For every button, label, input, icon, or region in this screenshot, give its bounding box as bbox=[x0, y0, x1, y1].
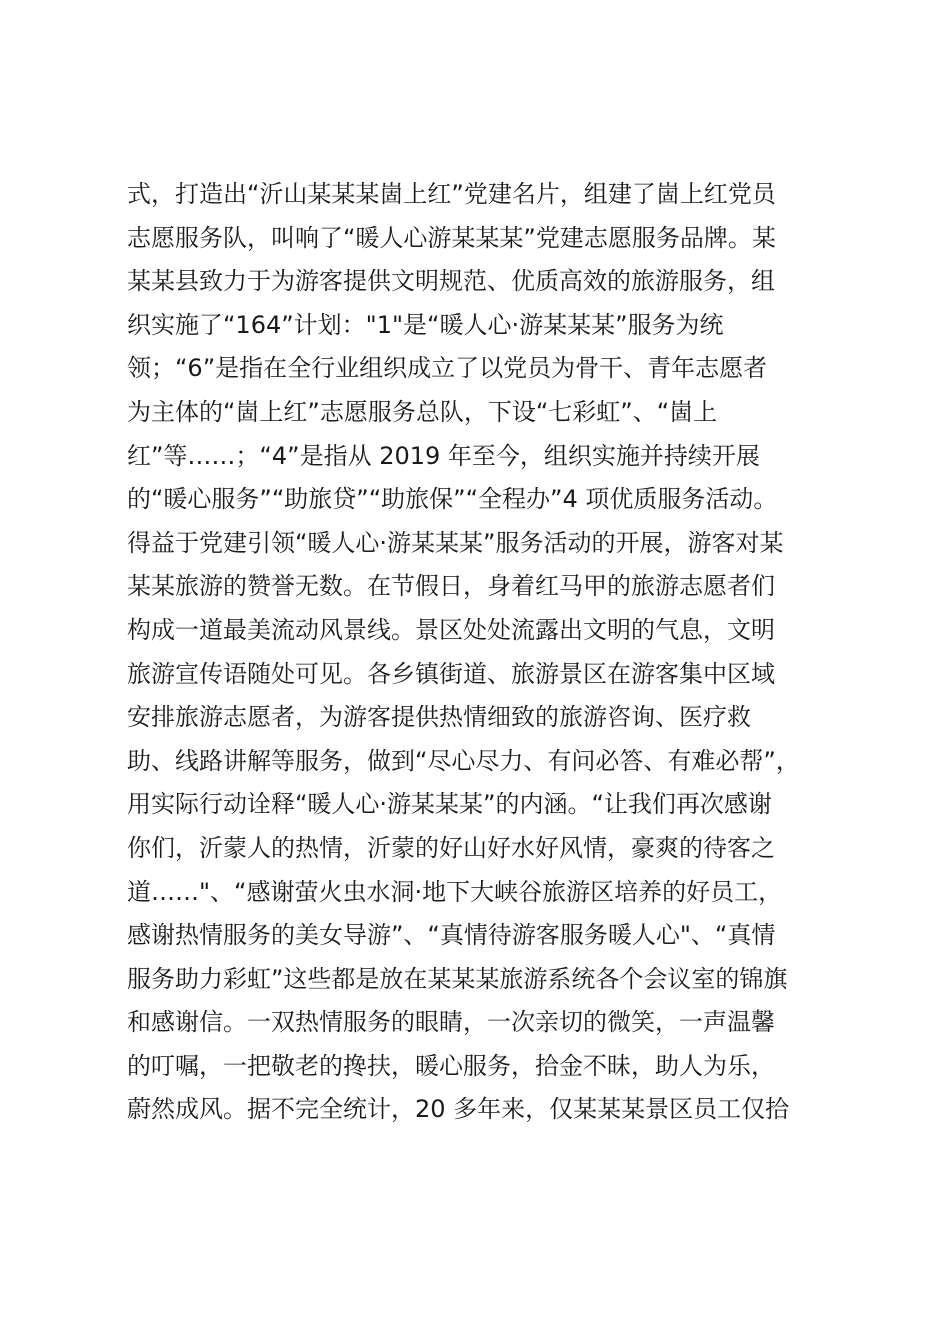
text-line: 红”等……；“4”是指从 2019 年至今，组织实施并持续开展 bbox=[127, 441, 760, 470]
text-line: 用实际行动诠释“暖人心·游某某某”的内涵。“让我们再次感谢 bbox=[127, 790, 772, 819]
text-line: 领；“6”是指在全行业组织成立了以党员为骨干、青年志愿者 bbox=[127, 354, 768, 383]
text-line: 某某县致力于为游客提供文明规范、优质高效的旅游服务，组 bbox=[127, 267, 775, 296]
text-line: 安排旅游志愿者，为游客提供热情细致的旅游咨询、医疗救 bbox=[127, 703, 751, 732]
text-line: 你们，沂蒙人的热情，沂蒙的好山好水好风情，豪爽的待客之 bbox=[127, 833, 775, 862]
text-line: 服务助力彩虹”这些都是放在某某某旅游系统各个会议室的锦旗 bbox=[127, 964, 788, 993]
text-line: 感谢热情服务的美女导游”、“真情待游客服务暖人心"、“真情 bbox=[127, 921, 776, 950]
text-line: 的叮嘱，一把敬老的搀扶，暖心服务，拾金不昧，助人为乐， bbox=[127, 1051, 775, 1080]
text-line: 某某旅游的赞誉无数。在节假日，身着红马甲的旅游志愿者们 bbox=[127, 572, 775, 601]
text-line: 蔚然成风。据不完全统计，20 多年来，仅某某某景区员工仅拾 bbox=[127, 1095, 790, 1124]
text-line: 式，打造出“沂山某某某崮上红”党建名片，组建了崮上红党员 bbox=[127, 180, 776, 208]
text-line: 的“暖心服务”“助旅贷”“助旅保”“全程办”4 项优质服务活动。 bbox=[127, 485, 778, 514]
text-line: 志愿服务队，叫响了“暖人心游某某某”党建志愿服务品牌。某 bbox=[127, 223, 776, 252]
body-text bbox=[127, 173, 847, 1132]
text-line: 为主体的“崮上红”志愿服务总队，下设“七彩虹”、“崮上 bbox=[127, 397, 718, 426]
text-line: 助、线路讲解等服务，做到“尽心尽力、有问必答、有难必帮”， bbox=[127, 746, 800, 775]
text-line: 构成一道最美流动风景线。景区处处流露出文明的气息，文明 bbox=[127, 615, 775, 644]
text-line: 织实施了“164”计划："1"是“暖人心·游某某某”服务为统 bbox=[127, 310, 724, 339]
text-line: 道……"、“感谢萤火虫水洞·地下大峡谷旅游区培养的好员工， bbox=[127, 877, 783, 906]
text-line: 旅游宣传语随处可见。各乡镇街道、旅游景区在游客集中区域 bbox=[127, 659, 775, 688]
text-line: 和感谢信。一双热情服务的眼睛，一次亲切的微笑，一声温馨 bbox=[127, 1008, 775, 1037]
text-line: 得益于党建引领“暖人心·游某某某”服务活动的开展，游客对某 bbox=[127, 528, 784, 557]
